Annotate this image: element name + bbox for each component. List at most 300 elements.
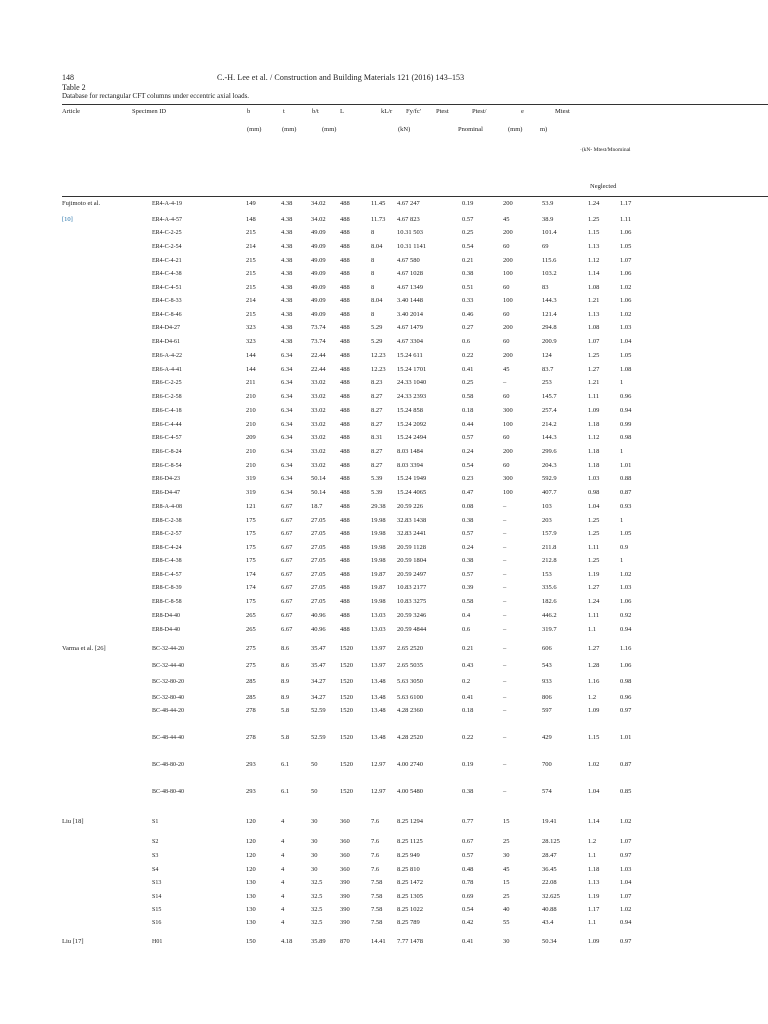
fy-ptest-cell: 2.65 5035 — [397, 662, 423, 669]
specimen-id-cell: ER6-C-2-25 — [152, 380, 182, 386]
L-cell: 488 — [340, 530, 350, 537]
pr-cell: 0.69 — [462, 893, 474, 900]
m-cell: 53.9 — [542, 200, 554, 207]
t-cell: 6.34 — [281, 489, 293, 496]
klr-cell: 5.29 — [371, 324, 383, 331]
r-cell: 1 — [620, 448, 624, 455]
r-cell: 0.87 — [620, 761, 632, 768]
b-cell: 144 — [246, 352, 256, 359]
b-cell: 144 — [246, 366, 256, 373]
t-cell: 4 — [281, 866, 285, 873]
m-cell: 806 — [542, 694, 552, 701]
t-cell: 4 — [281, 906, 285, 913]
bt-cell: 34.27 — [311, 678, 326, 685]
article-cell: Liu [18] — [62, 818, 84, 825]
L-cell: 488 — [340, 324, 350, 331]
bt-cell: 33.02 — [311, 407, 326, 414]
col-unit-e: (mm) — [508, 126, 523, 133]
n-cell: 1.17 — [588, 906, 600, 913]
pr-cell: 0.41 — [462, 366, 474, 373]
b-cell: 130 — [246, 879, 256, 886]
m-cell: 543 — [542, 662, 552, 669]
m-cell: 121.4 — [542, 311, 557, 318]
specimen-id-cell: H01 — [152, 939, 163, 945]
n-cell: 1.11 — [588, 544, 600, 551]
klr-cell: 5.39 — [371, 489, 383, 496]
col-header-mtest: Mtest — [555, 108, 570, 115]
pr-cell: 0.08 — [462, 503, 474, 510]
L-cell: 488 — [340, 284, 350, 291]
klr-cell: 8 — [371, 270, 375, 277]
m-cell: 597 — [542, 707, 552, 714]
e-cell: – — [503, 598, 507, 605]
e-cell: – — [503, 707, 507, 714]
pr-cell: 0.23 — [462, 475, 474, 482]
L-cell: 488 — [340, 448, 350, 455]
t-cell: 6.67 — [281, 612, 293, 619]
klr-cell: 12.23 — [371, 366, 386, 373]
bt-cell: 34.02 — [311, 216, 326, 223]
klr-cell: 13.03 — [371, 612, 386, 619]
bt-cell: 49.09 — [311, 257, 326, 264]
m-cell: 32.625 — [542, 893, 560, 900]
t-cell: 6.34 — [281, 379, 293, 386]
bt-cell: 52.59 — [311, 734, 326, 741]
m-cell: 592.9 — [542, 475, 557, 482]
n-cell: 1.09 — [588, 407, 600, 414]
fy-ptest-cell: 20.59 4844 — [397, 626, 427, 633]
e-cell: – — [503, 503, 507, 510]
n-cell: 1.18 — [588, 462, 600, 469]
pr-cell: 0.25 — [462, 379, 474, 386]
pr-cell: 0.46 — [462, 311, 474, 318]
L-cell: 488 — [340, 243, 350, 250]
m-cell: 335.6 — [542, 584, 557, 591]
L-cell: 390 — [340, 893, 350, 900]
e-cell: 25 — [503, 838, 510, 845]
klr-cell: 8 — [371, 284, 375, 291]
n-cell: 1.13 — [588, 311, 600, 318]
t-cell: 8.6 — [281, 645, 290, 652]
fy-ptest-cell: 8.03 3394 — [397, 462, 423, 469]
bt-cell: 27.05 — [311, 557, 326, 564]
m-cell: 253 — [542, 379, 552, 386]
t-cell: 5.8 — [281, 734, 290, 741]
b-cell: 149 — [246, 200, 256, 207]
fy-ptest-cell: 20.59 1128 — [397, 544, 427, 551]
pr-cell: 0.22 — [462, 734, 474, 741]
b-cell: 210 — [246, 462, 256, 469]
specimen-id-cell: ER4-C-2-54 — [152, 244, 182, 250]
bt-cell: 73.74 — [311, 338, 326, 345]
e-cell: 300 — [503, 475, 513, 482]
L-cell: 488 — [340, 626, 350, 633]
t-cell: 5.8 — [281, 707, 290, 714]
b-cell: 210 — [246, 393, 256, 400]
m-cell: 115.6 — [542, 257, 557, 264]
fy-ptest-cell: 10.83 2177 — [397, 584, 427, 591]
m-cell: 257.4 — [542, 407, 557, 414]
klr-cell: 8.27 — [371, 421, 383, 428]
fy-ptest-cell: 4.67 1028 — [397, 270, 423, 277]
fy-ptest-cell: 8.25 1125 — [397, 838, 423, 845]
r-cell: 1.05 — [620, 243, 632, 250]
fy-ptest-cell: 5.63 3050 — [397, 678, 423, 685]
col-header-pnominal: Pnominal — [458, 126, 483, 133]
pr-cell: 0.54 — [462, 906, 474, 913]
col-unit-ptest: (kN) — [398, 126, 411, 133]
m-cell: 36.45 — [542, 866, 557, 873]
klr-cell: 8.27 — [371, 448, 383, 455]
bt-cell: 40.96 — [311, 626, 326, 633]
klr-cell: 8.27 — [371, 407, 383, 414]
fy-ptest-cell: 15.24 2092 — [397, 421, 427, 428]
klr-cell: 11.73 — [371, 216, 386, 223]
m-cell: 103 — [542, 503, 552, 510]
e-cell: – — [503, 584, 507, 591]
fy-ptest-cell: 4.00 5480 — [397, 788, 423, 795]
bt-cell: 27.05 — [311, 598, 326, 605]
bt-cell: 27.05 — [311, 584, 326, 591]
b-cell: 265 — [246, 626, 256, 633]
m-cell: 700 — [542, 761, 552, 768]
fy-ptest-cell: 10.83 3275 — [397, 598, 427, 605]
t-cell: 6.34 — [281, 393, 293, 400]
b-cell: 120 — [246, 838, 256, 845]
n-cell: 1.13 — [588, 879, 600, 886]
fy-ptest-cell: 8.25 1472 — [397, 879, 423, 886]
n-cell: 0.98 — [588, 489, 600, 496]
fy-ptest-cell: 15.24 858 — [397, 407, 423, 414]
t-cell: 4 — [281, 893, 285, 900]
n-cell: 1.25 — [588, 557, 600, 564]
L-cell: 390 — [340, 919, 350, 926]
b-cell: 150 — [246, 938, 256, 945]
fy-ptest-cell: 20.59 226 — [397, 503, 423, 510]
bt-cell: 49.09 — [311, 243, 326, 250]
b-cell: 215 — [246, 229, 256, 236]
pr-cell: 0.54 — [462, 462, 474, 469]
n-cell: 1.1 — [588, 919, 597, 926]
fy-ptest-cell: 4.67 580 — [397, 257, 420, 264]
pr-cell: 0.33 — [462, 297, 474, 304]
L-cell: 488 — [340, 407, 350, 414]
bt-cell: 27.05 — [311, 544, 326, 551]
t-cell: 4.38 — [281, 216, 293, 223]
e-cell: 15 — [503, 818, 510, 825]
e-cell: – — [503, 557, 507, 564]
bt-cell: 33.02 — [311, 462, 326, 469]
klr-cell: 19.98 — [371, 544, 386, 551]
r-cell: 0.88 — [620, 475, 632, 482]
n-cell: 1.25 — [588, 352, 600, 359]
specimen-id-cell: ER4-D4-27 — [152, 325, 180, 331]
r-cell: 1.07 — [620, 893, 632, 900]
article-cell: Varma et al. [26] — [62, 645, 106, 652]
b-cell: 120 — [246, 818, 256, 825]
specimen-id-cell: ER4-C-4-21 — [152, 258, 182, 264]
b-cell: 214 — [246, 297, 256, 304]
L-cell: 488 — [340, 229, 350, 236]
pr-cell: 0.44 — [462, 421, 474, 428]
klr-cell: 8 — [371, 257, 375, 264]
L-cell: 488 — [340, 598, 350, 605]
fy-ptest-cell: 4.28 2360 — [397, 707, 423, 714]
specimen-id-cell: BC-48-80-40 — [152, 789, 184, 795]
bt-cell: 35.89 — [311, 938, 326, 945]
b-cell: 175 — [246, 517, 256, 524]
b-cell: 210 — [246, 421, 256, 428]
pr-cell: 0.21 — [462, 257, 474, 264]
r-cell: 1 — [620, 517, 624, 524]
L-cell: 360 — [340, 838, 350, 845]
klr-cell: 19.98 — [371, 598, 386, 605]
klr-cell: 13.48 — [371, 694, 386, 701]
L-cell: 488 — [340, 216, 350, 223]
col-header-article: Article — [62, 108, 81, 115]
klr-cell: 19.87 — [371, 571, 386, 578]
L-cell: 488 — [340, 379, 350, 386]
m-cell: 83 — [542, 284, 549, 291]
col-header-neglected: Neglected — [590, 183, 617, 190]
L-cell: 488 — [340, 475, 350, 482]
bt-cell: 32.5 — [311, 919, 323, 926]
r-cell: 1.06 — [620, 598, 632, 605]
bt-cell: 30 — [311, 866, 318, 873]
L-cell: 1520 — [340, 734, 353, 741]
bt-cell: 49.09 — [311, 311, 326, 318]
m-cell: 40.88 — [542, 906, 557, 913]
col-header-mratio: ·(kN- Mtest/Mnominal — [580, 147, 631, 153]
L-cell: 488 — [340, 338, 350, 345]
bt-cell: 30 — [311, 838, 318, 845]
r-cell: 1.06 — [620, 270, 632, 277]
fy-ptest-cell: 32.83 2441 — [397, 530, 427, 537]
L-cell: 488 — [340, 557, 350, 564]
n-cell: 1.28 — [588, 662, 600, 669]
bt-cell: 27.05 — [311, 571, 326, 578]
n-cell: 1.15 — [588, 734, 600, 741]
t-cell: 6.67 — [281, 626, 293, 633]
L-cell: 488 — [340, 544, 350, 551]
pr-cell: 0.54 — [462, 243, 474, 250]
pr-cell: 0.18 — [462, 407, 474, 414]
t-cell: 6.67 — [281, 544, 293, 551]
r-cell: 1 — [620, 379, 624, 386]
e-cell: 100 — [503, 421, 513, 428]
klr-cell: 5.39 — [371, 475, 383, 482]
m-cell: 144.3 — [542, 297, 557, 304]
e-cell: 300 — [503, 407, 513, 414]
L-cell: 488 — [340, 434, 350, 441]
bt-cell: 49.09 — [311, 229, 326, 236]
pr-cell: 0.42 — [462, 919, 474, 926]
pr-cell: 0.47 — [462, 489, 474, 496]
pr-cell: 0.38 — [462, 270, 474, 277]
r-cell: 1.02 — [620, 571, 632, 578]
bt-cell: 73.74 — [311, 324, 326, 331]
bt-cell: 49.09 — [311, 270, 326, 277]
bt-cell: 33.02 — [311, 434, 326, 441]
fy-ptest-cell: 3.40 2014 — [397, 311, 423, 318]
specimen-id-cell: ER4-C-8-33 — [152, 298, 182, 304]
pr-cell: 0.43 — [462, 662, 474, 669]
specimen-id-cell: S15 — [152, 907, 162, 913]
e-cell: – — [503, 626, 507, 633]
m-cell: 153 — [542, 571, 552, 578]
n-cell: 1.08 — [588, 324, 600, 331]
m-cell: 574 — [542, 788, 552, 795]
bt-cell: 27.05 — [311, 517, 326, 524]
bt-cell: 32.5 — [311, 906, 323, 913]
m-cell: 103.2 — [542, 270, 557, 277]
m-cell: 204.3 — [542, 462, 557, 469]
b-cell: 265 — [246, 612, 256, 619]
specimen-id-cell: ER6-C-4-44 — [152, 422, 182, 428]
t-cell: 4.38 — [281, 243, 293, 250]
t-cell: 6.67 — [281, 530, 293, 537]
n-cell: 1.04 — [588, 788, 600, 795]
t-cell: 6.67 — [281, 557, 293, 564]
pr-cell: 0.58 — [462, 598, 474, 605]
fy-ptest-cell: 15.24 611 — [397, 352, 423, 359]
specimen-id-cell: ER4-C-2-25 — [152, 230, 182, 236]
L-cell: 488 — [340, 489, 350, 496]
klr-cell: 7.6 — [371, 818, 380, 825]
L-cell: 488 — [340, 393, 350, 400]
r-cell: 1.05 — [620, 352, 632, 359]
fy-ptest-cell: 3.40 1448 — [397, 297, 423, 304]
m-cell: 28.125 — [542, 838, 560, 845]
klr-cell: 8.04 — [371, 297, 383, 304]
e-cell: 100 — [503, 297, 513, 304]
L-cell: 1520 — [340, 645, 353, 652]
e-cell: 200 — [503, 229, 513, 236]
n-cell: 1.25 — [588, 216, 600, 223]
b-cell: 285 — [246, 694, 256, 701]
e-cell: 60 — [503, 284, 510, 291]
pr-cell: 0.27 — [462, 324, 474, 331]
fy-ptest-cell: 2.65 2520 — [397, 645, 423, 652]
klr-cell: 12.97 — [371, 788, 386, 795]
table-label: Table 2 — [62, 83, 86, 92]
pr-cell: 0.22 — [462, 352, 474, 359]
klr-cell: 13.03 — [371, 626, 386, 633]
t-cell: 6.34 — [281, 407, 293, 414]
b-cell: 121 — [246, 503, 256, 510]
e-cell: 25 — [503, 893, 510, 900]
fy-ptest-cell: 8.25 1022 — [397, 906, 423, 913]
t-cell: 6.34 — [281, 475, 293, 482]
klr-cell: 7.6 — [371, 852, 380, 859]
bt-cell: 40.96 — [311, 612, 326, 619]
m-cell: 28.47 — [542, 852, 557, 859]
n-cell: 1.21 — [588, 297, 600, 304]
article-cell[interactable]: [10] — [62, 216, 73, 223]
klr-cell: 7.58 — [371, 906, 383, 913]
t-cell: 6.67 — [281, 584, 293, 591]
m-cell: 145.7 — [542, 393, 557, 400]
b-cell: 293 — [246, 788, 256, 795]
L-cell: 488 — [340, 200, 350, 207]
r-cell: 0.97 — [620, 707, 632, 714]
t-cell: 6.1 — [281, 761, 290, 768]
fy-ptest-cell: 24.33 1040 — [397, 379, 427, 386]
n-cell: 1.1 — [588, 852, 597, 859]
e-cell: 200 — [503, 200, 513, 207]
n-cell: 1.08 — [588, 284, 600, 291]
r-cell: 0.96 — [620, 694, 632, 701]
r-cell: 1.06 — [620, 662, 632, 669]
pr-cell: 0.6 — [462, 338, 471, 345]
bt-cell: 33.02 — [311, 421, 326, 428]
t-cell: 4.38 — [281, 297, 293, 304]
fy-ptest-cell: 4.67 823 — [397, 216, 420, 223]
b-cell: 275 — [246, 645, 256, 652]
specimen-id-cell: ER4-C-4-51 — [152, 285, 182, 291]
t-cell: 4 — [281, 838, 285, 845]
t-cell: 6.34 — [281, 448, 293, 455]
bt-cell: 34.02 — [311, 200, 326, 207]
specimen-id-cell: ER6-A-4-22 — [152, 353, 182, 359]
b-cell: 215 — [246, 284, 256, 291]
pr-cell: 0.67 — [462, 838, 474, 845]
pr-cell: 0.48 — [462, 866, 474, 873]
n-cell: 1.27 — [588, 645, 600, 652]
klr-cell: 14.41 — [371, 938, 386, 945]
col-header-ptest: Ptest — [436, 108, 449, 115]
r-cell: 1.07 — [620, 838, 632, 845]
r-cell: 1.08 — [620, 366, 632, 373]
fy-ptest-cell: 20.59 1804 — [397, 557, 427, 564]
pr-cell: 0.4 — [462, 612, 471, 619]
klr-cell: 13.48 — [371, 678, 386, 685]
t-cell: 6.67 — [281, 517, 293, 524]
n-cell: 1.19 — [588, 893, 600, 900]
specimen-id-cell: BC-48-44-20 — [152, 708, 184, 714]
specimen-id-cell: ER8-C-8-39 — [152, 585, 182, 591]
e-cell: 60 — [503, 434, 510, 441]
fy-ptest-cell: 8.25 949 — [397, 852, 420, 859]
r-cell: 0.94 — [620, 919, 632, 926]
m-cell: 144.3 — [542, 434, 557, 441]
L-cell: 488 — [340, 503, 350, 510]
klr-cell: 8 — [371, 229, 375, 236]
pr-cell: 0.24 — [462, 544, 474, 551]
L-cell: 1520 — [340, 694, 353, 701]
b-cell: 175 — [246, 557, 256, 564]
b-cell: 120 — [246, 852, 256, 859]
r-cell: 0.94 — [620, 407, 632, 414]
e-cell: 100 — [503, 270, 513, 277]
specimen-id-cell: BC-32-80-40 — [152, 695, 184, 701]
n-cell: 1.07 — [588, 338, 600, 345]
bt-cell: 32.5 — [311, 879, 323, 886]
page-number: 148 — [62, 73, 74, 82]
r-cell: 1.04 — [620, 879, 632, 886]
fy-ptest-cell: 4.67 1479 — [397, 324, 423, 331]
r-cell: 1.03 — [620, 584, 632, 591]
r-cell: 1.01 — [620, 734, 632, 741]
bt-cell: 33.02 — [311, 448, 326, 455]
specimen-id-cell: BC-32-44-20 — [152, 646, 184, 652]
bt-cell: 18.7 — [311, 503, 323, 510]
specimen-id-cell: ER4-D4-61 — [152, 339, 180, 345]
L-cell: 488 — [340, 421, 350, 428]
specimen-id-cell: S13 — [152, 880, 162, 886]
t-cell: 6.34 — [281, 366, 293, 373]
e-cell: – — [503, 530, 507, 537]
